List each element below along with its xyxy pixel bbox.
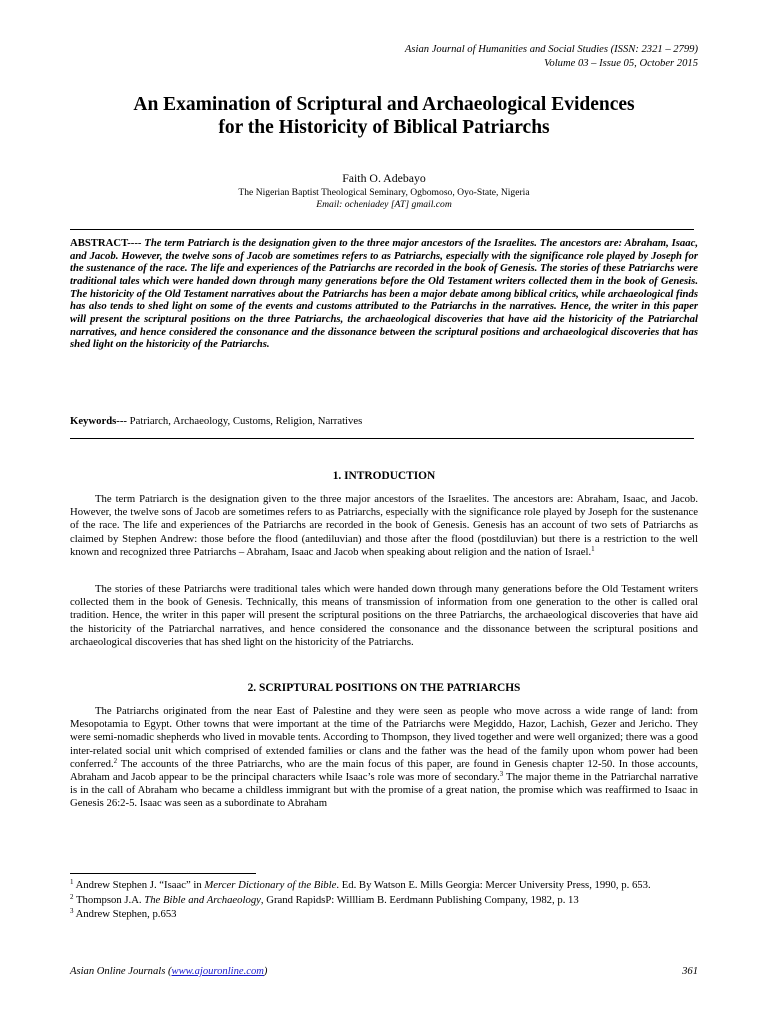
footnote-2 xyxy=(70,893,698,908)
footnote-1-number: 1 xyxy=(70,878,74,886)
footer-link[interactable]: www.ajouronline.com xyxy=(171,966,264,977)
author-email: Email: ocheniadey [AT] gmail.com xyxy=(316,199,452,210)
abstract-top-rule xyxy=(70,229,694,230)
journal-header xyxy=(405,43,698,71)
footer-source-text: Asian Online Journals ( xyxy=(70,966,172,977)
footer-source-close: ) xyxy=(263,966,268,977)
section-heading-scriptural-positions: 2. SCRIPTURAL POSITIONS ON THE PATRIARCHS xyxy=(247,682,521,694)
footnote-1-title: Mercer Dictionary of the Bible xyxy=(204,879,337,891)
author-affiliation: The Nigerian Baptist Theological Seminary, Ogbomoso, Oyo-State, Nigeria xyxy=(238,187,530,198)
abstract-label: ABSTRACT---- xyxy=(70,237,142,249)
footer-source xyxy=(70,966,267,977)
scriptural-paragraph-text-a: The Patriarchs originated from the near East of Palestine and they were seen as people who move across a wide range of land: from Mesopotamia to Egypt. Other towns that were important at the time of the Patriarchs were Megiddo, Hazor, Lachish, Gezer and Jericho. They were semi-nomadic shepherds who lived in movable tents. According to Thompson, they lived together and were well organized; there was a good inter-related social unit which comprised of extended families or clans and the father was the head of the family upon whom power had been conferred. xyxy=(70,705,698,770)
footnote-1 xyxy=(70,878,698,893)
footnote-2-title: The Bible and Archaeology xyxy=(144,893,261,906)
keywords xyxy=(70,415,698,428)
footnote-2-number: 2 xyxy=(70,892,74,901)
footnote-3-number: 3 xyxy=(70,907,74,915)
footnote-ref-1: 1 xyxy=(591,544,595,553)
footnote-ref-2: 2 xyxy=(113,756,118,765)
title-line-2: for the Historicity of Biblical Patriarchs xyxy=(218,117,550,138)
footnotes xyxy=(70,878,698,922)
keywords-bottom-rule xyxy=(70,438,694,439)
footnote-ref-3: 3 xyxy=(499,770,504,779)
author-name: Faith O. Adebayo xyxy=(342,171,426,185)
scriptural-paragraph-1 xyxy=(70,705,698,811)
scriptural-paragraph-text-c: The major theme in the Patriarchal narrative is in the call of Abraham who became a childless immigrant but with the promise of a great nation, the promise which was reaffirmed to Isaac in Genesis 26:2-5. Isaac was seen as a subordinate to Abraham xyxy=(70,771,698,810)
journal-issue: Volume 03 – Issue 05, October 2015 xyxy=(544,58,698,69)
footnote-1-text-b: . Ed. By Watson E. Mills Georgia: Mercer University Press, 1990, p. 653. xyxy=(336,879,651,891)
footnote-2-text-a: Thompson J.A. xyxy=(73,893,145,906)
footnote-1-text-a: Andrew Stephen J. “Isaac” in xyxy=(73,879,205,891)
footnote-3-text: Andrew Stephen, p.653 xyxy=(73,908,177,920)
page-number: 361 xyxy=(682,966,698,977)
footnote-rule xyxy=(70,873,256,874)
intro-paragraph-1 xyxy=(70,493,698,559)
footnote-2-text-b: , Grand RapidsP: Willliam B. Eerdmann Publishing Company, 1982, p. 13 xyxy=(260,893,579,906)
paper-title xyxy=(40,93,728,139)
section-heading-introduction: 1. INTRODUCTION xyxy=(332,470,436,482)
keywords-label: Keywords--- xyxy=(70,415,127,427)
journal-name: Asian Journal of Humanities and Social Studies (ISSN: 2321 – 2799) xyxy=(404,44,698,55)
intro-paragraph-1-text: The term Patriarch is the designation given to the three major ancestors of the Israelites. The ancestors are: Abraham, Isaac, and Jacob. However, the twelve sons of Jacob are sometimes refers to as Patriarchs, especially with the significance role played by Joseph for the sustenance of the race. The life and experiences of the Patriarchs are recorded in the book of Genesis. Genesis has an account of two sets of Patriarchs as claimed by Stephen Andrew: those before the flood (antediluvian) and those after the flood (postdiluvian) but there is a restriction to the well known and recognized three Patriarchs – Abraham, Isaac and Jacob when speaking about religion and the nation of Israel. xyxy=(70,493,698,558)
intro-paragraph-2: The stories of these Patriarchs were traditional tales which were handed down through many generations before the Old Testament writers collected them in the book of Genesis. Technically, this means of transmission of information from one generation to the other is called oral tradition. Hence, the writer in this paper will present the scriptural positions on the three Patriarchs, the archaeological discoveries that have aid the historicity of the Patriarchal narratives, and hence considered the consonance and the dissonance between the scriptural positions and archaeological discoveries that has shed light on the historicity of the Patriarchs. xyxy=(70,583,698,648)
title-line-1: An Examination of Scriptural and Archaeological Evidences xyxy=(133,94,635,115)
footnote-3 xyxy=(70,907,698,922)
scriptural-paragraph-text-b: The accounts of the three Patriarchs, who are the main focus of this paper, are found in Genesis chapter 12-50. In those accounts, Abraham and Jacob appear to be the principal characters while Isaac’s role was more of secondary. xyxy=(70,757,698,784)
abstract-text: The term Patriarch is the designation given to the three major ancestors of the Israelites. The ancestors are: Abraham, Isaac, and Jacob. However, the twelve sons of Jacob are sometimes refers to as Patriarchs, especially with the significance role played by Joseph for the sustenance of the race. The life and experiences of the Patriarchs are recorded in the book of Genesis. The stories of these Patriarchs were traditional tales which were handed down through many generations before the Old Testament writers collected them in the book of Genesis. The historicity of the Old Testament narratives about the Patriarchs has been a major debate among biblical critics, while archaeological finds has also tends to shed light on some of the events and customs attributed to the Patriarchs in the narratives. Hence, the writer in this paper will present the scriptural positions on the three Patriarchs, the archaeological discoveries that have aid the historicity of the Patriarchal narratives, and hence considered the consonance and the dissonance between the scriptural positions and archaeological discoveries that has shed light on the historicity of the Patriarchs. xyxy=(70,237,698,351)
keywords-text: Patriarch, Archaeology, Customs, Religion, Narratives xyxy=(127,415,363,427)
abstract xyxy=(70,237,698,351)
